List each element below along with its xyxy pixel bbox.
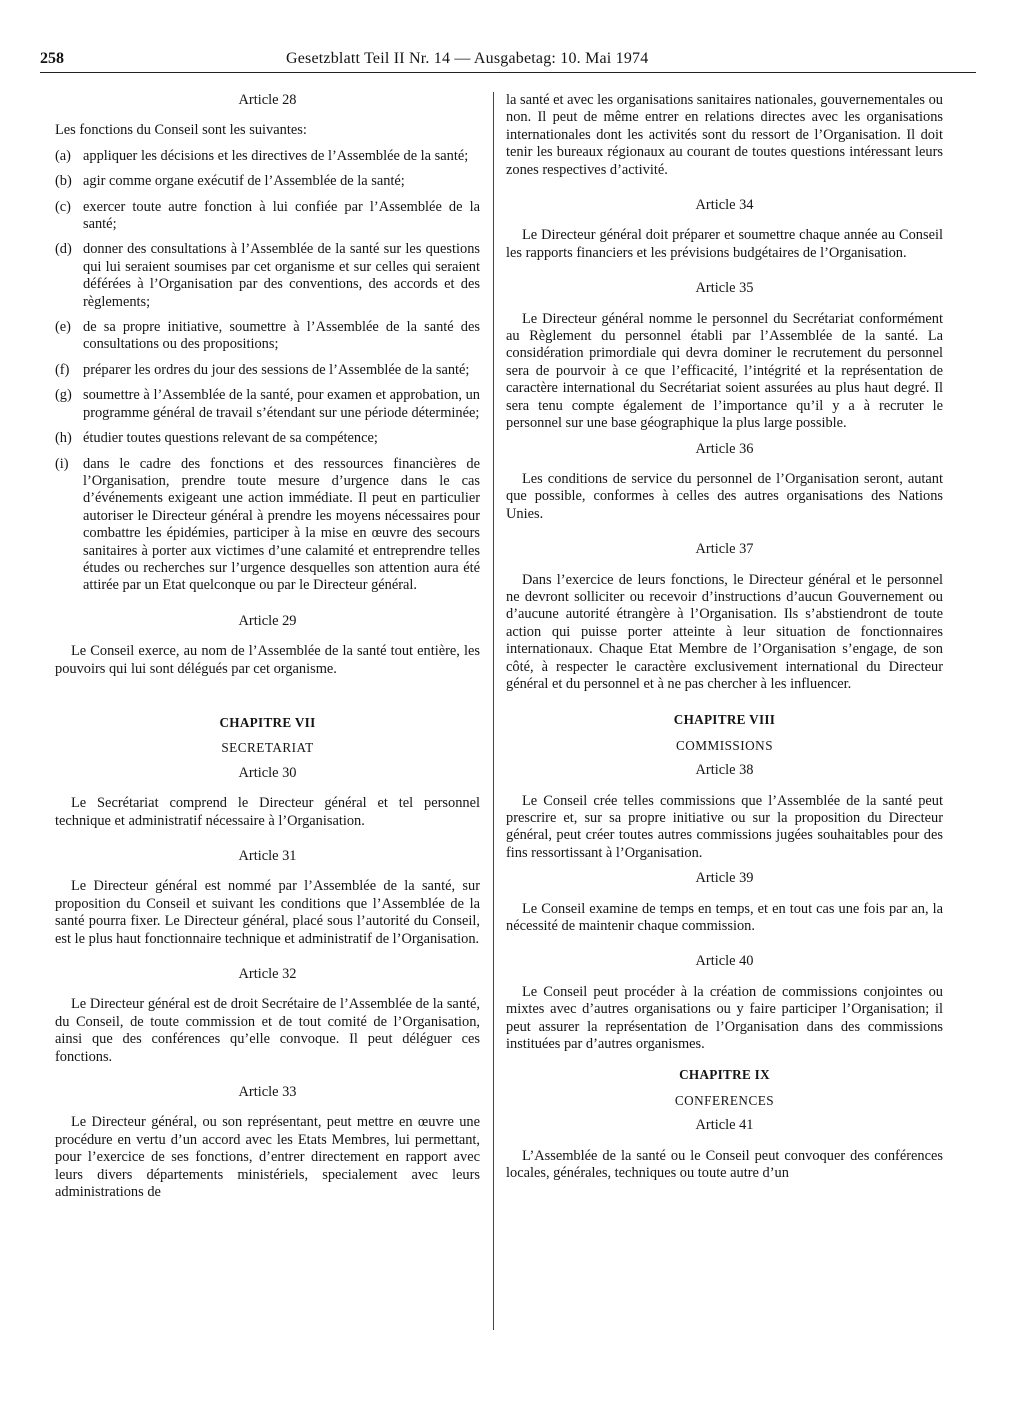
article-text: Les conditions de service du personnel de l’Organisation seront, autant que possible, conformes à celles des autres organisations des Nations Unies. (506, 470, 943, 522)
article-text: Le Directeur général est de droit Secrétaire de l’Assemblée de la santé, du Conseil, de toute commission et de tout comité de l’Organisation, ainsi que des conférences qu’elle convoque. Il peut déléguer ces fonctions. (55, 996, 480, 1065)
article-text: Le Directeur général nomme le personnel du Secrétariat conformément au Règlement du personnel établi par l’Assemblée de la santé. La considération primordiale qui devra dominer le recrutement du personnel sera de pourvoir à ce que l’efficacité, l’intégrité et la représentation de caractère international du Secrétariat soient assurées au plus haut degré. Il sera tenu compte également de l’importance qu’il y a à recruter le personnel sur une base géographique la plus large possible. (506, 310, 943, 432)
article-text: Le Conseil crée telles commissions que l’Assemblée de la santé peut prescrire et, sur sa propre initiative ou sur la proposition du Directeur général, peut créer toutes autres commissions jugées souhaitables pour des fins ressortissant à l’Organisation. (506, 792, 943, 861)
list-item (55, 199, 480, 234)
column-divider (493, 92, 494, 1330)
page-number: 258 (40, 50, 64, 67)
list-item (55, 148, 480, 165)
list-item-text: dans le cadre des fonctions et des ressources financières de l’Organisation, prendre toute mesure d’urgence dans le cas d’événements exigeant une action immédiate. Il peut en particulier autoriser le Directeur général à prendre les moyens nécessaires pour combattre les épidémies, participer à la mise en œuvre des secours sanitaires à porter aux victimes d’une calamité et entreprendre telles études ou recherches sur l’urgence desquelles son attention aura été attirée par un Etat quelconque ou par le Directeur général. (83, 455, 480, 594)
article-text: Dans l’exercice de leurs fonctions, le Directeur général et le personnel ne devront solliciter ou recevoir d’instructions d’aucun Gouvernement ou d’aucune autorité étrangère à l’Organisation. Ils s’abstiendront de toute action qui puisse porter atteinte à leur situation de fonctionnaires internationaux. Chaque Etat Membre de l’Organisation s’engage, de son côté, à respecter le caractère exclusivement international du Directeur général et du personnel et à ne pas chercher à les influencer. (506, 571, 943, 692)
article-text: Le Conseil peut procéder à la création de commissions conjointes ou mixtes avec d’autres organisations ou y faire participer l’Organisation; il peut assurer la représentation de l’Organisation dans des commissions instituées par d’autres organismes. (506, 983, 943, 1053)
article-heading: Article 32 (238, 966, 297, 983)
list-item-text: étudier toutes questions relevant de sa compétence; (83, 430, 378, 447)
article-heading: Article 41 (695, 1117, 754, 1134)
list-item (55, 173, 480, 190)
chapter-name: CONFERENCES (674, 1092, 775, 1108)
chapter-title: CHAPITRE VII (219, 714, 316, 730)
article-text: Le Directeur général, ou son représentant, peut mettre en œuvre une procédure en vertu d’un accord avec les Etats Membres, lui permettant, pour l’exercice de ses fonctions, d’entrer directement en rapport avec leurs divers départements ministériels, specialement avec leurs administrations de (55, 1114, 480, 1201)
list-item (55, 430, 480, 447)
article-intro: Les fonctions du Conseil sont les suivantes: (55, 122, 307, 139)
list-item-text: exercer toute autre fonction à lui confiée par l’Assemblée de la santé; (83, 198, 480, 233)
article-heading: Article 31 (238, 848, 297, 864)
article-text: Le Conseil examine de temps en temps, et en tout cas une fois par an, la nécessité de maintenir chaque commission. (506, 900, 943, 935)
article-text: Le Directeur général est nommé par l’Assemblée de la santé, sur proposition du Conseil et suivant les conditions que l’Assemblée de la santé pourra fixer. Le Directeur général, placé sous l’autorité du Conseil, est le plus haut fonctionnaire technique et administratif de l’Organisation. (55, 878, 480, 947)
list-item-label: (a) (55, 147, 71, 164)
list-item-label: (g) (55, 387, 72, 404)
article-heading: Article 29 (238, 612, 297, 629)
right-column (506, 92, 943, 1183)
list-item-label: (d) (55, 241, 72, 258)
article-heading: Article 37 (695, 541, 754, 558)
list-item-label: (c) (55, 198, 71, 215)
list-item-text: préparer les ordres du jour des sessions de l’Assemblée de la santé; (83, 361, 470, 378)
article-text: Le Secrétariat comprend le Directeur général et tel personnel technique et administratif nécessaire à l’Organisation. (55, 795, 480, 829)
article-text: Le Directeur général doit préparer et soumettre chaque année au Conseil les rapports financiers et les prévisions budgétaires de l’Organisation. (506, 227, 943, 261)
article-heading: Article 39 (695, 870, 754, 887)
running-title: Gesetzblatt Teil II Nr. 14 — Ausgabetag: 10. Mai 1974 (286, 50, 649, 67)
header-rule (40, 72, 976, 73)
chapter-title: CHAPITRE IX (679, 1067, 770, 1083)
list-item-label: (b) (55, 173, 72, 190)
list-item-text: agir comme organe exécutif de l’Assemblée de la santé; (83, 173, 405, 190)
list-item (55, 319, 480, 354)
list-item-label: (i) (55, 455, 69, 472)
list-item-text: de sa propre initiative, soumettre à l’Assemblée de la santé des consultations ou des propositions; (83, 319, 480, 353)
article-heading: Article 28 (238, 92, 297, 108)
article-heading: Article 36 (695, 440, 754, 457)
chapter-title: CHAPITRE VIII (673, 712, 776, 728)
list-item (55, 241, 480, 311)
article-text: L’Assemblée de la santé ou le Conseil peut convoquer des conférences locales, générales, techniques ou toute autre d’un (506, 1147, 943, 1182)
article-heading: Article 38 (695, 762, 754, 779)
article-heading: Article 34 (695, 197, 754, 214)
chapter-name: COMMISSIONS (675, 737, 774, 753)
list-item (55, 387, 480, 422)
list-item-label: (f) (55, 361, 70, 378)
chapter-name: SECRETARIAT (221, 740, 314, 756)
article-heading: Article 35 (695, 280, 754, 297)
article-heading: Article 40 (695, 953, 754, 970)
left-column (55, 92, 480, 1202)
list-item (55, 456, 480, 595)
list-item-label: (h) (55, 430, 72, 447)
list-item-text: appliquer les décisions et les directives de l’Assemblée de la santé; (83, 147, 469, 164)
article-text-continued: la santé et avec les organisations sanitaires nationales, gouvernementales ou non. Il peut de même entrer en relations directes avec les organisations internationales dont les activités sont du ressort de l’Organisation. Il doit tenir les bureaux régionaux au courant de toutes questions intéressant leurs zones respectives d’activité. (506, 92, 943, 178)
list-item-text: donner des consultations à l’Assemblée de la santé sur les questions qui lui seraient soumises par cet organisme et sur celles qui seraient déférées à l’Organisation par des conventions, des accords et des règlements; (83, 241, 480, 310)
article-text: Le Conseil exerce, au nom de l’Assemblée de la santé tout entière, les pouvoirs qui lui sont délégués par cet organisme. (55, 643, 480, 677)
list-item-label: (e) (55, 319, 71, 336)
article-heading: Article 30 (238, 764, 297, 781)
article-heading: Article 33 (238, 1084, 297, 1101)
list-item-text: soumettre à l’Assemblée de la santé, pour examen et approbation, un programme général de travail s’étendant sur une période déterminée; (83, 387, 480, 421)
list-item (55, 362, 480, 379)
